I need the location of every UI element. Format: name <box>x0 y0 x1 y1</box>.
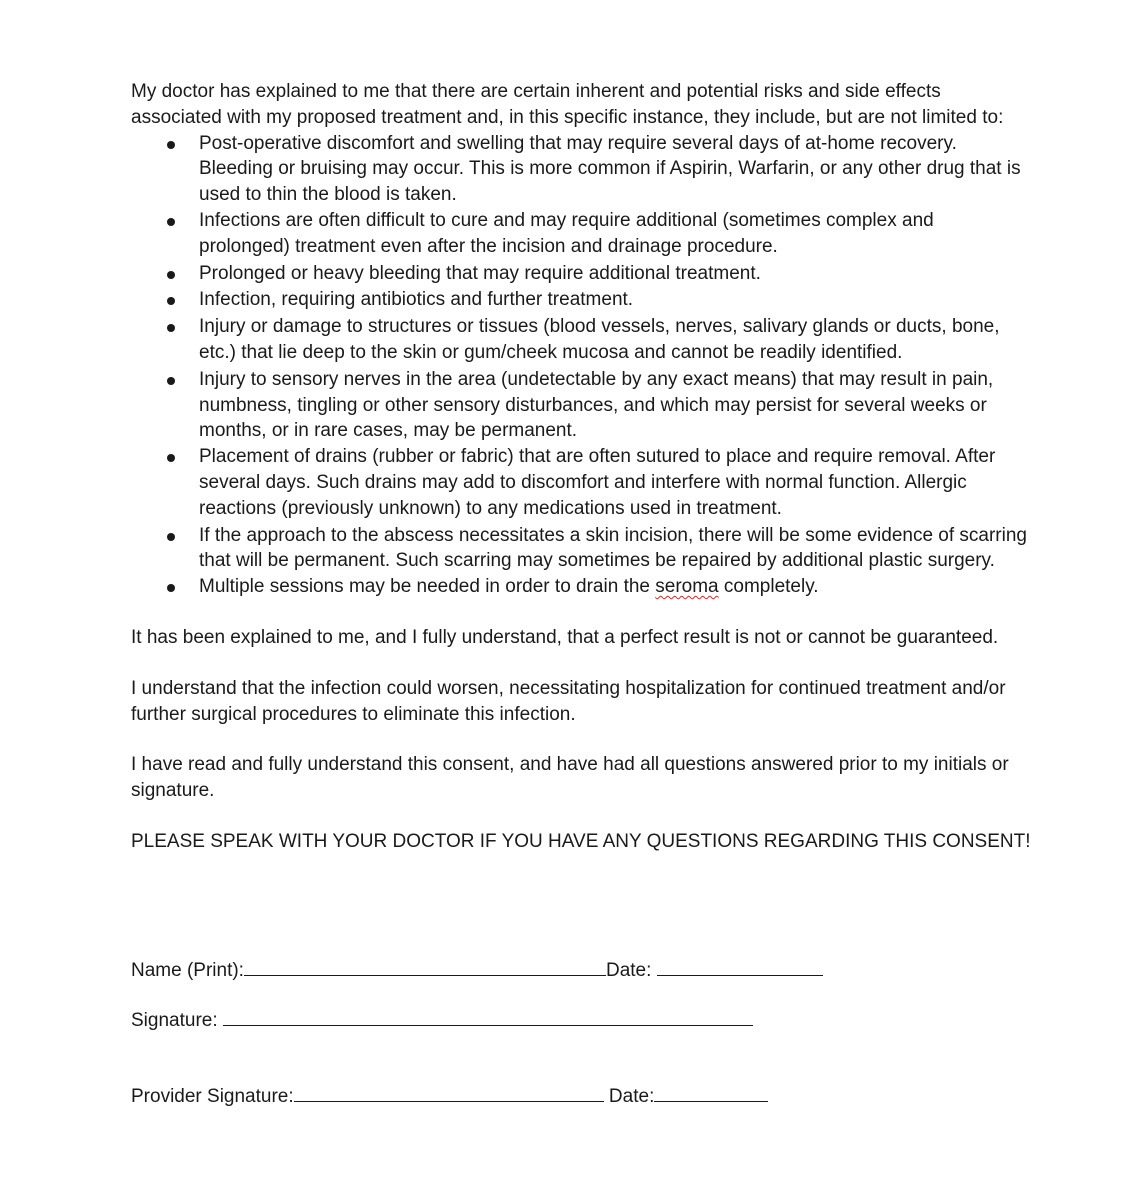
provider-date-field-line[interactable] <box>654 1081 768 1102</box>
risk-text: If the approach to the abscess necessitates a skin incision, there will be some evidence of scarring that will be permanent. Such scarring may sometimes be repaired by additional plastic surgery. <box>199 524 1027 572</box>
date-field-line[interactable] <box>657 955 823 976</box>
list-item <box>131 444 1029 521</box>
provider-date-label: Date: <box>603 1086 655 1107</box>
bullet-icon <box>167 533 175 541</box>
list-item <box>131 523 1029 575</box>
bullet-icon <box>167 584 175 592</box>
risk-text: Infections are often difficult to cure and may require additional (sometimes complex and prolonged) treatment even after the incision and drainage procedure. <box>199 209 934 257</box>
signature-row <box>131 1005 753 1034</box>
risk-text: Placement of drains (rubber or fabric) that are often sutured to place and require removal. After several days. Such drains may add to discomfort and interfere with normal function. Allergic reactions (previously unknown) to any medications used in treatment. <box>199 446 996 519</box>
provider-signature-row <box>131 1081 768 1110</box>
list-item <box>131 208 1029 260</box>
list-item <box>131 261 1029 287</box>
risk-text: Injury to sensory nerves in the area (undetectable by any exact means) that may result in pain, numbness, tingling or other sensory disturbances, and which may persist for several weeks or months, or in rare cases, may be permanent. <box>199 368 994 442</box>
date-label: Date: <box>605 960 657 981</box>
risk-text: Prolonged or heavy bleeding that may require additional treatment. <box>199 262 761 284</box>
consent-document <box>131 79 1031 855</box>
name-label: Name (Print): <box>131 960 244 981</box>
risk-text-after: completely. <box>718 576 819 598</box>
questions-notice: PLEASE SPEAK WITH YOUR DOCTOR IF YOU HAVE ANY QUESTIONS REGARDING THIS CONSENT! <box>131 830 1031 852</box>
risk-text: Post-operative discomfort and swelling that may require several days of at-home recovery. Bleeding or bruising may occur. This is more common if Aspirin, Warfarin, or any other drug that is used to thin the blood is taken. <box>199 132 1021 206</box>
bullet-icon <box>167 297 175 305</box>
bullet-icon <box>167 377 175 385</box>
spellcheck-flagged-word[interactable]: seroma <box>655 576 719 598</box>
list-item <box>131 314 1029 366</box>
provider-signature-field-line[interactable] <box>294 1081 604 1102</box>
risk-text: Infection, requiring antibiotics and further treatment. <box>199 289 634 311</box>
guarantee-paragraph: It has been explained to me, and I fully understand, that a perfect result is not or cannot be guaranteed. <box>131 626 999 648</box>
risk-text: Injury or damage to structures or tissues (blood vessels, nerves, salivary glands or ducts, bone, etc.) that lie deep to the skin or gum/cheek mucosa and cannot be readily identified. <box>199 316 1000 363</box>
risk-text-before: Multiple sessions may be needed in order to drain the <box>199 576 656 598</box>
provider-signature-label: Provider Signature: <box>131 1086 294 1107</box>
bullet-icon <box>167 271 175 279</box>
bullet-icon <box>167 324 175 332</box>
read-consent-paragraph: I have read and fully understand this consent, and have had all questions answered prior to my initials or signature. <box>131 754 1009 802</box>
list-item <box>131 574 1029 600</box>
signature-label: Signature: <box>131 1010 223 1031</box>
list-item <box>131 287 1029 313</box>
name-date-row <box>131 955 823 984</box>
intro-paragraph: My doctor has explained to me that there are certain inherent and potential risks and side effects associated with my proposed treatment and, in this specific instance, they include, but are not limited to: <box>131 81 1004 128</box>
list-item <box>131 131 1029 208</box>
name-field-line[interactable] <box>244 955 606 976</box>
bullet-icon <box>167 218 175 226</box>
infection-paragraph: I understand that the infection could worsen, necessitating hospitalization for continued treatment and/or further surgical procedures to eliminate this infection. <box>131 677 1006 725</box>
risk-list <box>131 131 1031 600</box>
bullet-icon <box>167 454 175 462</box>
bullet-icon <box>167 141 175 149</box>
signature-field-line[interactable] <box>223 1005 753 1026</box>
list-item <box>131 367 1029 444</box>
